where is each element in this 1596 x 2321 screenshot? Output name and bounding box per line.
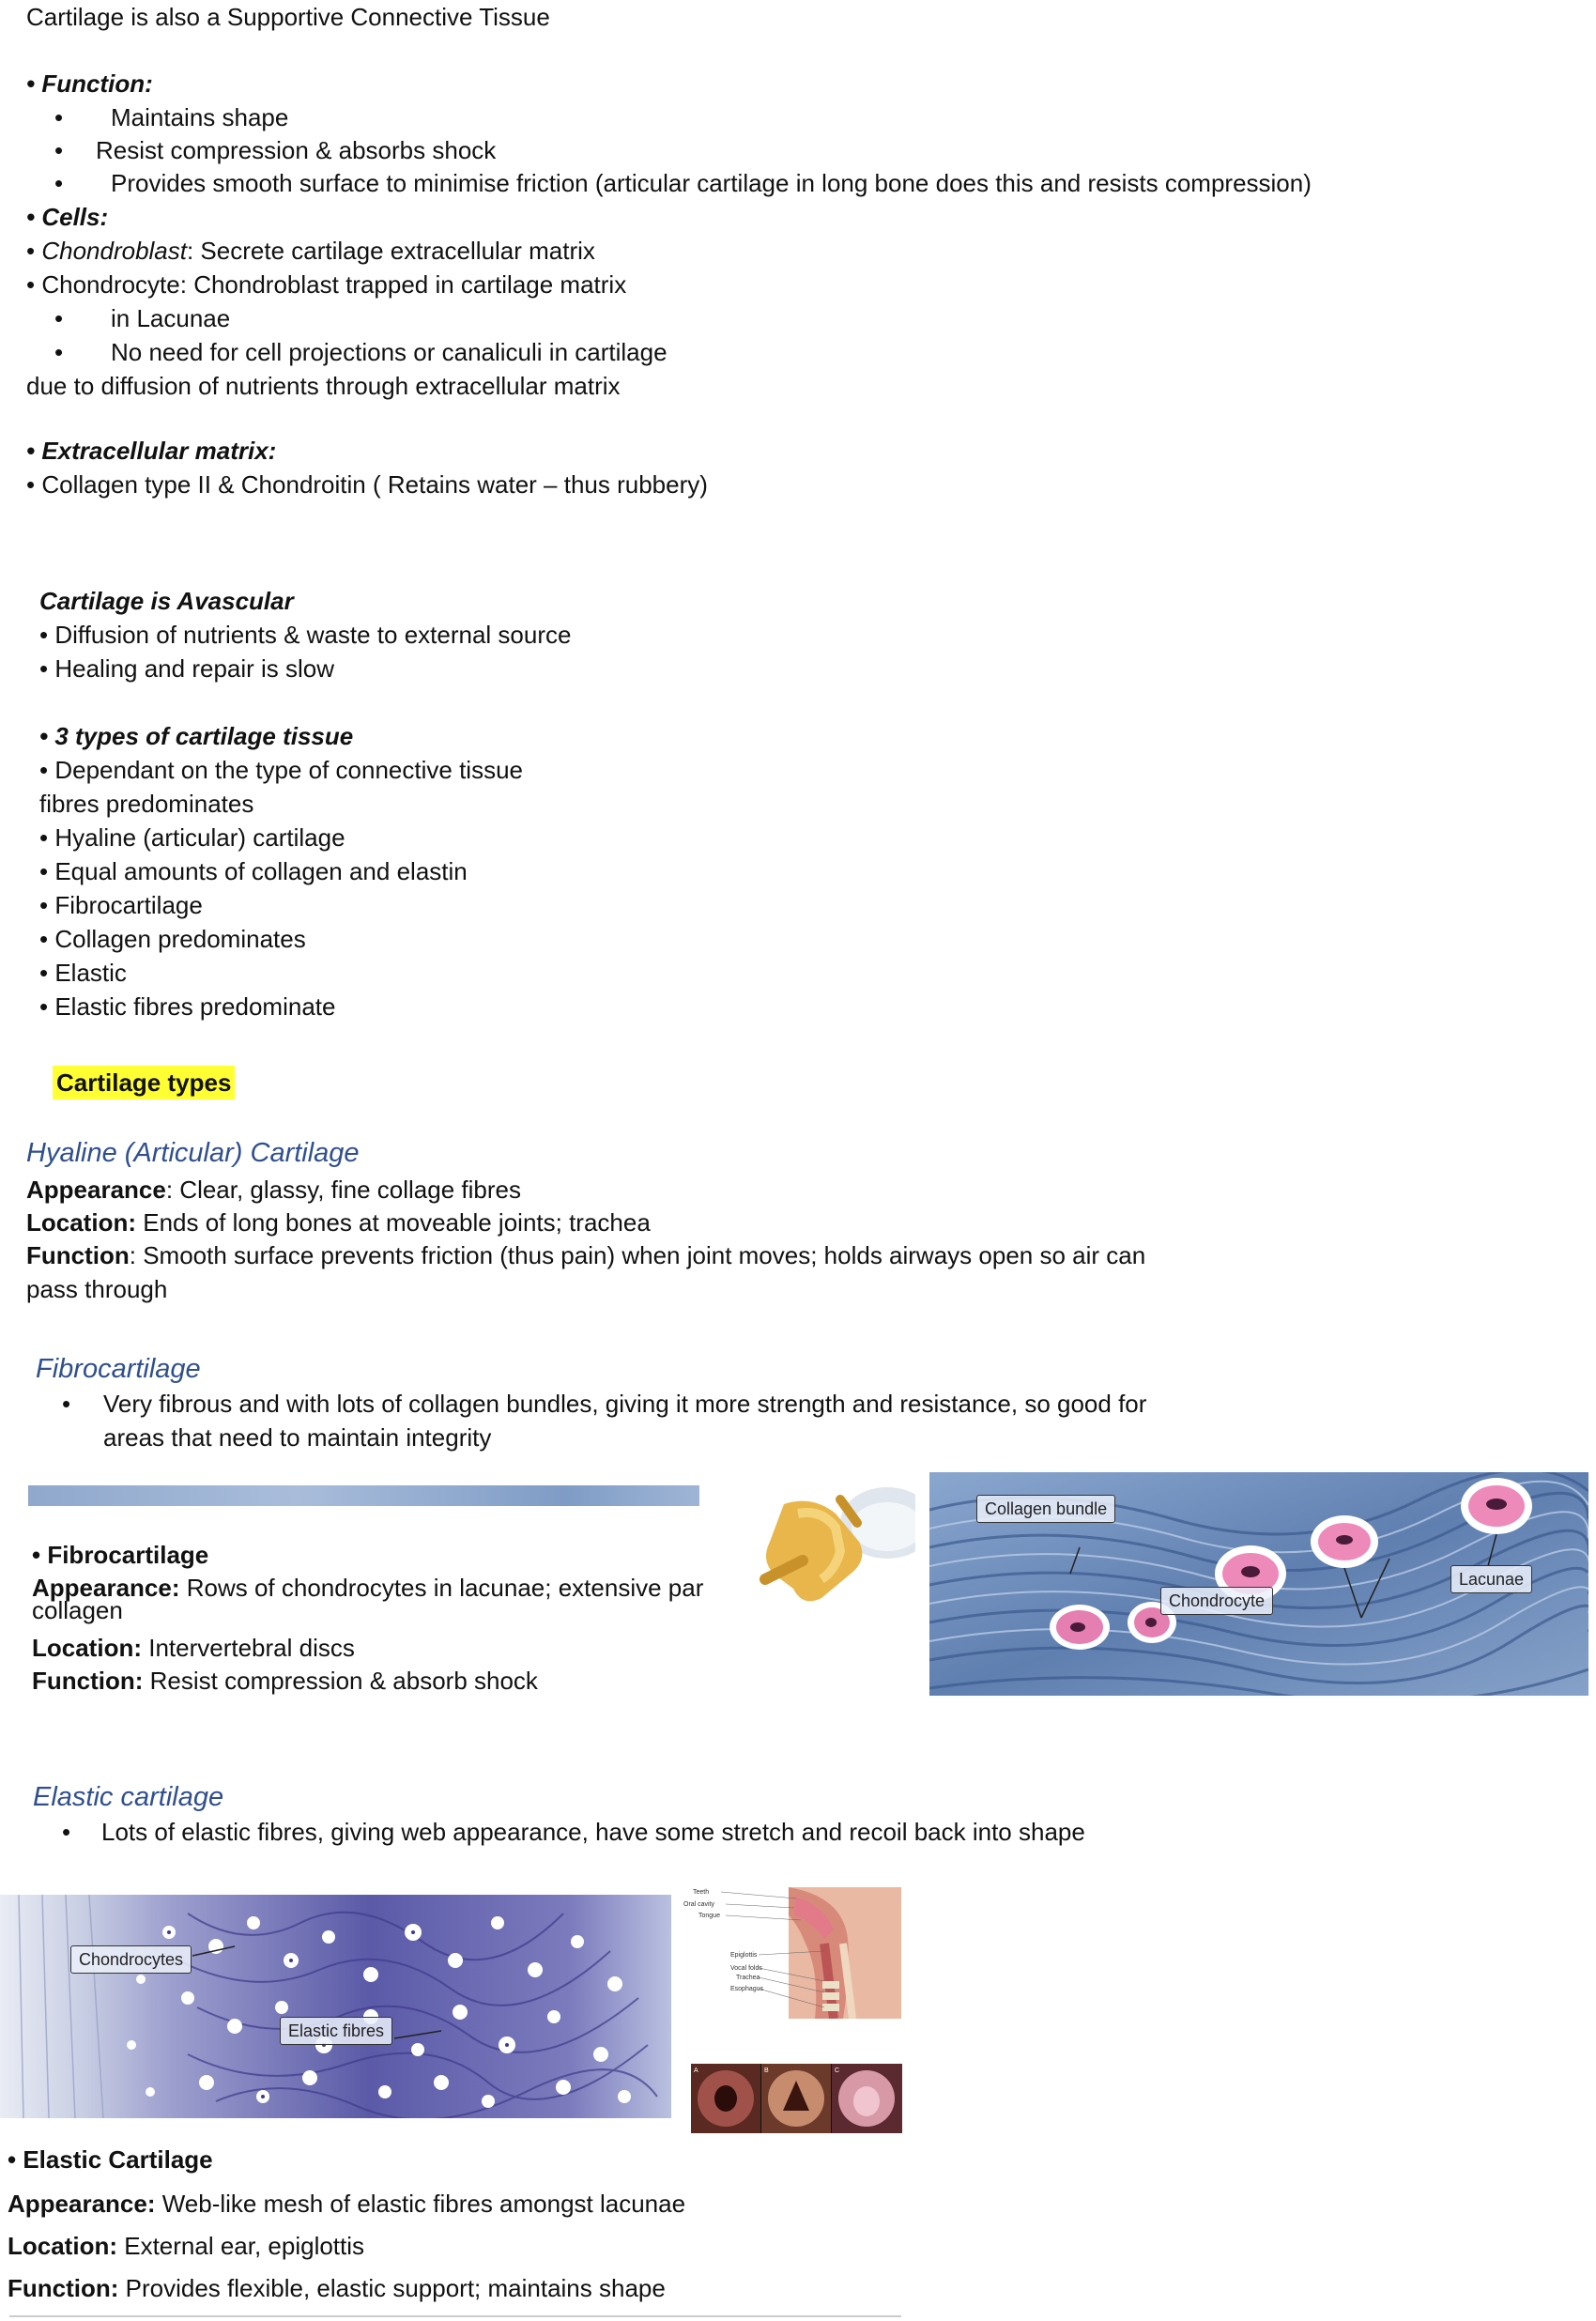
- laryngoscopy-photos: [691, 2064, 902, 2133]
- function-label: Function:: [32, 1667, 144, 1695]
- chondrocyte-item-text: in Lacunae: [111, 304, 231, 332]
- hyaline-function: [26, 1238, 1145, 1272]
- photo-letter: B: [764, 2067, 769, 2074]
- appearance-label: Appearance:: [32, 1574, 180, 1602]
- hyaline-function-cont: pass through: [26, 1275, 168, 1303]
- matrix-heading: • Extracellular matrix:: [26, 437, 277, 465]
- types-line: • Elastic fibres predominate: [39, 992, 336, 1021]
- anatomy-label: Trachea: [736, 1975, 760, 1981]
- types-heading: • 3 types of cartilage tissue: [39, 722, 354, 750]
- elastic-location: [8, 2229, 364, 2263]
- chondrocyte-line: • Chondrocyte: Chondroblast trapped in cartilage matrix: [26, 270, 627, 299]
- elastic-bullet: • Lots of elastic fibres, giving web appearance, have some stretch and recoil back into shape: [62, 1818, 1085, 1846]
- types-line: • Elastic: [39, 959, 127, 987]
- elastic-appearance: [8, 2187, 685, 2221]
- fibro-bullet-text: Very fibrous and with lots of collagen bundles, giving it more strength and resistance, so good for: [103, 1390, 1147, 1418]
- function-heading: • Function:: [26, 69, 153, 98]
- collagen-bundle-label: Collagen bundle: [976, 1495, 1115, 1523]
- location-text: Ends of long bones at moveable joints; trachea: [136, 1208, 651, 1237]
- types-line: fibres predominates: [39, 790, 254, 818]
- appearance-label: Appearance:: [8, 2190, 156, 2218]
- function-item-text: Provides smooth surface to minimise friction (articular cartilage in long bone does this and resists compression): [111, 169, 1312, 197]
- bottom-divider: [9, 2315, 901, 2317]
- chondrocyte-item: • No need for cell projections or canaliculi in cartilage: [54, 338, 668, 366]
- head-neck-anatomy-illustration: [683, 1887, 901, 2019]
- fibro-banner-strip: [28, 1485, 699, 1506]
- matrix-line: • Collagen type II & Chondroitin ( Retains water – thus rubbery): [26, 470, 708, 499]
- avascular-line: • Healing and repair is slow: [39, 654, 335, 683]
- chondroblast-line: • Chondroblast: Secrete cartilage extracellular matrix: [26, 237, 595, 265]
- fibro-box-title: • Fibrocartilage: [32, 1541, 209, 1569]
- anatomy-label: Epiglottis: [730, 1952, 758, 1959]
- types-line: • Hyaline (articular) cartilage: [39, 823, 345, 852]
- function-text: Provides flexible, elastic support; maintains shape: [118, 2274, 666, 2302]
- elastic-function: [8, 2271, 666, 2305]
- anatomy-label: Oral cavity: [683, 1901, 715, 1908]
- hyaline-heading: Hyaline (Articular) Cartilage: [26, 1138, 360, 1168]
- anatomy-label: Vocal folds: [730, 1965, 762, 1972]
- lacunae-label: Lacunae: [1450, 1565, 1532, 1593]
- location-text: Intervertebral discs: [142, 1634, 355, 1662]
- fibro-location: [32, 1631, 355, 1665]
- cells-heading: • Cells:: [26, 203, 109, 231]
- diffusion-line: due to diffusion of nutrients through extracellular matrix: [26, 372, 621, 400]
- anatomy-label: Esophagus: [730, 1986, 764, 1992]
- chondrocytes-label: Chondrocytes: [70, 1945, 192, 1974]
- function-text: Resist compression & absorb shock: [143, 1667, 538, 1695]
- chondroblast-term: Chondroblast: [41, 237, 187, 265]
- cartilage-types-label: Cartilage types: [53, 1066, 235, 1099]
- function-item: • Resist compression & absorbs shock: [54, 136, 497, 164]
- appearance-text: Rows of chondrocytes in lacunae; extensive par: [179, 1574, 704, 1602]
- elastic-heading: Elastic cartilage: [33, 1782, 224, 1812]
- fibro-bullet-cont: areas that need to maintain integrity: [103, 1423, 492, 1452]
- location-label: Location:: [32, 1634, 142, 1662]
- fibrocartilage-micrograph: [929, 1472, 1588, 1696]
- avascular-heading: Cartilage is Avascular: [39, 587, 294, 615]
- intro-title: Cartilage is also a Supportive Connective Tissue: [26, 3, 550, 31]
- location-label: Location:: [26, 1208, 136, 1237]
- location-label: Location:: [8, 2232, 117, 2260]
- avascular-line: • Diffusion of nutrients & waste to external source: [39, 621, 572, 649]
- elastic-cartilage-micrograph: [0, 1895, 671, 2118]
- chondroblast-text: : Secrete cartilage extracellular matrix: [186, 237, 595, 265]
- chondrocyte-label: Chondrocyte: [1160, 1587, 1273, 1615]
- location-text: External ear, epiglottis: [117, 2232, 365, 2260]
- function-label: Function: [26, 1241, 130, 1269]
- function-item: • Provides smooth surface to minimise friction (articular cartilage in long bone does this and resists compression): [54, 169, 1312, 197]
- anatomy-label: Teeth: [693, 1889, 710, 1896]
- function-item-text: Resist compression & absorbs shock: [96, 136, 497, 164]
- anatomy-label: Tongue: [698, 1913, 720, 1919]
- types-line: • Fibrocartilage: [39, 891, 203, 919]
- fibro-bullet: • Very fibrous and with lots of collagen bundles, giving it more strength and resistance, so good for: [62, 1390, 1147, 1418]
- appearance-text: Web-like mesh of elastic fibres amongst lacunae: [155, 2190, 686, 2218]
- fibro-heading: Fibrocartilage: [36, 1354, 201, 1384]
- appearance-text: : Clear, glassy, fine collage fibres: [165, 1176, 521, 1204]
- types-line: • Equal amounts of collagen and elastin: [39, 857, 468, 885]
- appearance-label: Appearance: [26, 1176, 166, 1204]
- photo-letter: C: [835, 2067, 840, 2074]
- photo-letter: A: [694, 2067, 698, 2074]
- types-line: • Collagen predominates: [39, 925, 306, 953]
- function-item-text: Maintains shape: [111, 103, 289, 131]
- fibro-function: [32, 1664, 538, 1698]
- vertebra-illustration: [746, 1485, 915, 1609]
- function-item: • Maintains shape: [54, 103, 289, 131]
- chondrocyte-item-text: No need for cell projections or canaliculi in cartilage: [111, 338, 668, 366]
- elastic-fibres-label: Elastic fibres: [280, 2017, 392, 2045]
- types-line: • Dependant on the type of connective tissue: [39, 756, 523, 784]
- function-text: : Smooth surface prevents friction (thus pain) when joint moves; holds airways open so air can: [129, 1241, 1146, 1269]
- elastic-bullet-text: Lots of elastic fibres, giving web appearance, have some stretch and recoil back into shape: [101, 1818, 1085, 1846]
- chondrocyte-item: • in Lacunae: [54, 304, 231, 332]
- hyaline-appearance: [26, 1173, 521, 1207]
- fibro-appearance: [32, 1571, 731, 1605]
- fibro-appearance-cont: collagen: [32, 1596, 123, 1624]
- function-label: Function:: [8, 2274, 119, 2302]
- elastic-box-title: • Elastic Cartilage: [8, 2145, 213, 2174]
- hyaline-location: [26, 1206, 651, 1239]
